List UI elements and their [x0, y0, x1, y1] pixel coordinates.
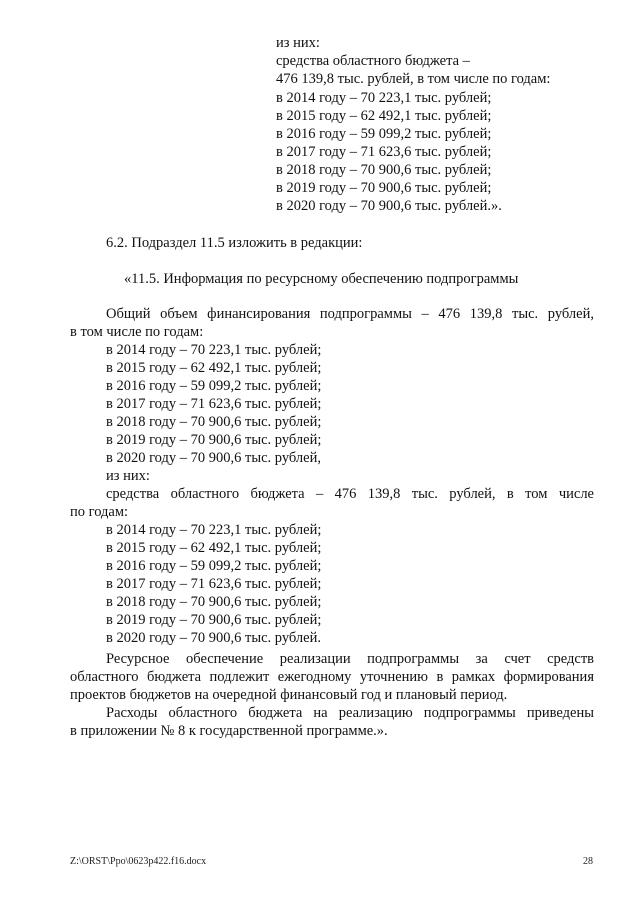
- year-line: в 2014 году – 70 223,1 тыс. рублей;: [106, 342, 322, 358]
- intro-of-them: из них:: [276, 35, 320, 51]
- year-line: в 2014 году – 70 223,1 тыс. рублей;: [106, 522, 322, 538]
- budget-paragraph-line: средства областного бюджета – 476 139,8 тыс. рублей, в том числе: [106, 486, 594, 502]
- year-line: в 2018 году – 70 900,6 тыс. рублей;: [106, 594, 322, 610]
- budget-total: 476 139,8 тыс. рублей, в том числе по годам:: [276, 71, 551, 87]
- funding-paragraph-line: Общий объем финансирования подпрограммы – 476 139,8 тыс. рублей,: [106, 306, 594, 322]
- expenses-paragraph-line: в приложении № 8 к государственной программе.».: [70, 723, 388, 739]
- year-line: в 2019 году – 70 900,6 тыс. рублей;: [106, 432, 322, 448]
- budget-source: средства областного бюджета –: [276, 53, 470, 69]
- page-number: 28: [583, 856, 593, 867]
- year-line: в 2014 году – 70 223,1 тыс. рублей;: [276, 90, 492, 106]
- year-line: в 2018 году – 70 900,6 тыс. рублей;: [276, 162, 492, 178]
- section-heading: «11.5. Информация по ресурсному обеспечению подпрограммы: [124, 271, 519, 287]
- year-line: в 2016 году – 59 099,2 тыс. рублей;: [276, 126, 492, 142]
- year-line: в 2015 году – 62 492,1 тыс. рублей;: [106, 540, 322, 556]
- year-line: в 2015 году – 62 492,1 тыс. рублей;: [276, 108, 492, 124]
- year-line: в 2017 году – 71 623,6 тыс. рублей;: [106, 396, 322, 412]
- year-line: в 2016 году – 59 099,2 тыс. рублей;: [106, 558, 322, 574]
- year-line: в 2018 году – 70 900,6 тыс. рублей;: [106, 414, 322, 430]
- funding-paragraph-line: в том числе по годам:: [70, 324, 204, 340]
- year-line: в 2019 году – 70 900,6 тыс. рублей;: [106, 612, 322, 628]
- year-line: в 2017 году – 71 623,6 тыс. рублей;: [276, 144, 492, 160]
- year-line: в 2020 году – 70 900,6 тыс. рублей.: [106, 630, 321, 646]
- resource-paragraph-line: Ресурсное обеспечение реализации подпрограммы за счет средств: [106, 651, 594, 667]
- year-line: в 2015 году – 62 492,1 тыс. рублей;: [106, 360, 322, 376]
- of-them-label: из них:: [106, 468, 150, 484]
- file-path: Z:\ORST\Ppo\0623p422.f16.docx: [70, 856, 207, 867]
- year-line: в 2017 году – 71 623,6 тыс. рублей;: [106, 576, 322, 592]
- resource-paragraph-line: проектов бюджетов на очередной финансовый год и плановый период.: [70, 687, 508, 703]
- year-line: в 2020 году – 70 900,6 тыс. рублей,: [106, 450, 321, 466]
- year-line: в 2020 году – 70 900,6 тыс. рублей.».: [276, 198, 502, 214]
- year-line: в 2019 году – 70 900,6 тыс. рублей;: [276, 180, 492, 196]
- budget-paragraph-line: по годам:: [70, 504, 129, 520]
- section-instruction: 6.2. Подраздел 11.5 изложить в редакции:: [106, 235, 363, 251]
- year-line: в 2016 году – 59 099,2 тыс. рублей;: [106, 378, 322, 394]
- expenses-paragraph-line: Расходы областного бюджета на реализацию подпрограммы приведены: [106, 705, 594, 721]
- resource-paragraph-line: областного бюджета подлежит ежегодному уточнению в рамках формирования: [70, 669, 594, 685]
